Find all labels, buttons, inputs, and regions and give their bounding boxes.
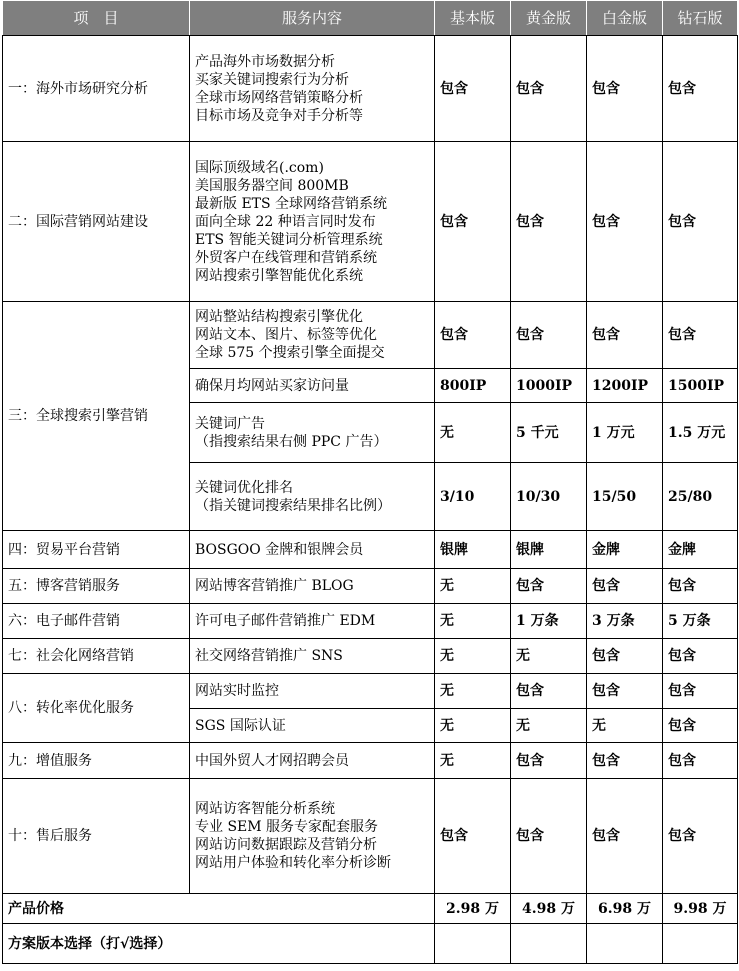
service-line: 中国外贸人才网招聘会员 — [195, 752, 349, 769]
plan-value-cell: 包含 — [587, 674, 663, 709]
service-cell — [190, 709, 435, 743]
plan-value-cell: 包含 — [435, 779, 511, 894]
service-cell — [190, 403, 435, 463]
category-cell: 六：电子邮件营销 — [3, 604, 190, 639]
service-line: 最新版 ETS 全球网络营销系统 — [195, 195, 388, 212]
header-plan-platinum: 白金版 — [587, 1, 663, 36]
price-value-cell: 6.98 万 — [587, 894, 663, 924]
service-line: 社交网络营销推广 SNS — [195, 648, 343, 664]
plan-value-cell: 无 — [435, 604, 511, 639]
service-line: 全球 575 个搜索引擎全面提交 — [195, 345, 385, 361]
service-line: 许可电子邮件营销推广 EDM — [195, 613, 376, 629]
service-cell — [190, 142, 435, 302]
service-line: 美国服务器空间 800MB — [195, 177, 349, 194]
plan-value-cell: 包含 — [587, 743, 663, 779]
plan-value-cell: 无 — [587, 709, 663, 743]
service-line: 网站搜索引擎智能优化系统 — [195, 267, 363, 284]
service-line: ETS 智能关键词分析管理系统 — [195, 231, 383, 248]
plan-value-cell: 包含 — [435, 36, 511, 142]
plan-value-cell: 无 — [435, 403, 511, 463]
plan-value-cell: 包含 — [663, 779, 738, 894]
service-line: （指搜索结果右侧 PPC 广告） — [195, 433, 388, 450]
plan-value-cell: 无 — [435, 569, 511, 604]
plan-value-cell: 1 万条 — [511, 604, 587, 639]
category-cell: 九：增值服务 — [3, 743, 190, 779]
table-row — [3, 639, 738, 674]
plan-value-cell: 包含 — [587, 142, 663, 302]
category-cell: 三：全球搜索引擎营销 — [3, 302, 190, 531]
plan-value-cell: 包含 — [663, 639, 738, 674]
plan-value-cell: 15/50 — [587, 463, 663, 531]
table-row — [3, 531, 738, 569]
plan-value-cell: 包含 — [663, 709, 738, 743]
plan-value-cell: 3 万条 — [587, 604, 663, 639]
table-row — [3, 779, 738, 894]
service-line: 确保月均网站买家访问量 — [195, 377, 349, 394]
service-cell — [190, 369, 435, 403]
plan-value-cell: 金牌 — [663, 531, 738, 569]
plan-choice-cell[interactable] — [663, 924, 738, 964]
price-value-cell: 4.98 万 — [511, 894, 587, 924]
service-cell — [190, 569, 435, 604]
plan-choice-cell[interactable] — [587, 924, 663, 964]
pricing-table — [2, 0, 738, 964]
category-cell: 四：贸易平台营销 — [3, 531, 190, 569]
plan-value-cell: 5 千元 — [511, 403, 587, 463]
service-line: 面向全球 22 种语言同时发布 — [195, 213, 376, 230]
plan-value-cell: 1500IP — [663, 369, 738, 403]
plan-value-cell: 无 — [511, 709, 587, 743]
plan-value-cell: 无 — [435, 743, 511, 779]
price-value-cell: 9.98 万 — [663, 894, 738, 924]
service-line: BOSGOO 金牌和银牌会员 — [195, 541, 364, 558]
plan-value-cell: 无 — [435, 674, 511, 709]
service-line: 关键词广告 — [195, 415, 265, 432]
plan-value-cell: 包含 — [663, 302, 738, 369]
table-body — [3, 36, 738, 964]
service-line: （指关键词搜索结果排名比例） — [195, 497, 391, 514]
category-cell: 七：社会化网络营销 — [3, 639, 190, 674]
service-line: SGS 国际认证 — [195, 717, 286, 734]
category-cell: 八：转化率优化服务 — [3, 674, 190, 743]
plan-value-cell: 包含 — [511, 674, 587, 709]
plan-value-cell: 3/10 — [435, 463, 511, 531]
service-cell — [190, 779, 435, 894]
plan-value-cell: 包含 — [663, 142, 738, 302]
plan-value-cell: 银牌 — [435, 531, 511, 569]
service-line: 外贸客户在线管理和营销系统 — [195, 249, 377, 266]
service-line: 国际顶级域名(.com) — [195, 159, 324, 176]
plan-value-cell: 无 — [435, 639, 511, 674]
service-line: 关键词优化排名 — [195, 479, 293, 496]
service-cell — [190, 639, 435, 674]
category-cell: 五：博客营销服务 — [3, 569, 190, 604]
plan-value-cell: 包含 — [511, 779, 587, 894]
plan-value-cell: 25/80 — [663, 463, 738, 531]
service-line: 网站博客营销推广 BLOG — [195, 578, 354, 594]
table-row — [3, 142, 738, 302]
plan-value-cell: 10/30 — [511, 463, 587, 531]
plan-value-cell: 包含 — [435, 142, 511, 302]
plan-value-cell: 包含 — [587, 302, 663, 369]
header-plan-diamond: 钻石版 — [663, 1, 738, 36]
price-value-cell: 2.98 万 — [435, 894, 511, 924]
choose-label: 方案版本选择（打√选择） — [3, 924, 435, 964]
plan-value-cell: 包含 — [587, 569, 663, 604]
service-line: 网站实时监控 — [195, 683, 279, 699]
table-row — [3, 743, 738, 779]
header-plan-basic: 基本版 — [435, 1, 511, 36]
category-cell: 十：售后服务 — [3, 779, 190, 894]
plan-value-cell: 5 万条 — [663, 604, 738, 639]
service-line: 网站整站结构搜索引擎优化 — [195, 309, 363, 325]
service-cell — [190, 674, 435, 709]
plan-value-cell: 无 — [435, 709, 511, 743]
table-row — [3, 36, 738, 142]
category-cell: 二：国际营销网站建设 — [3, 142, 190, 302]
header-plan-gold: 黄金版 — [511, 1, 587, 36]
service-line: 买家关键词搜索行为分析 — [195, 71, 349, 88]
service-cell — [190, 463, 435, 531]
plan-value-cell: 包含 — [587, 779, 663, 894]
plan-choice-cell[interactable] — [511, 924, 587, 964]
plan-value-cell: 1 万元 — [587, 403, 663, 463]
plan-value-cell: 包含 — [511, 302, 587, 369]
table-row — [3, 302, 738, 369]
plan-value-cell: 包含 — [511, 569, 587, 604]
plan-value-cell: 包含 — [587, 639, 663, 674]
plan-value-cell: 包含 — [663, 674, 738, 709]
price-row — [3, 894, 738, 924]
plan-value-cell: 1.5 万元 — [663, 403, 738, 463]
header-service: 服务内容 — [190, 1, 435, 36]
service-line: 网站用户体验和转化率分析诊断 — [195, 855, 391, 871]
plan-value-cell: 无 — [511, 639, 587, 674]
choose-row — [3, 924, 738, 964]
service-line: 目标市场及竞争对手分析等 — [195, 107, 363, 124]
price-label: 产品价格 — [3, 894, 435, 924]
plan-value-cell: 1200IP — [587, 369, 663, 403]
plan-value-cell: 800IP — [435, 369, 511, 403]
plan-value-cell: 包含 — [511, 36, 587, 142]
service-line: 产品海外市场数据分析 — [195, 53, 335, 70]
header-row — [3, 1, 738, 36]
service-line: 全球市场网络营销策略分析 — [195, 89, 363, 106]
header-item: 项 目 — [3, 1, 190, 36]
category-cell: 一：海外市场研究分析 — [3, 36, 190, 142]
table-row — [3, 569, 738, 604]
plan-value-cell: 包含 — [663, 569, 738, 604]
plan-choice-cell[interactable] — [435, 924, 511, 964]
service-line: 网站访客智能分析系统 — [195, 801, 335, 817]
plan-value-cell: 包含 — [511, 743, 587, 779]
service-line: 专业 SEM 服务专家配套服务 — [195, 819, 379, 835]
plan-value-cell: 银牌 — [511, 531, 587, 569]
plan-value-cell: 包含 — [435, 302, 511, 369]
table-row — [3, 604, 738, 639]
service-cell — [190, 531, 435, 569]
service-line: 网站文本、图片、标签等优化 — [195, 327, 377, 343]
service-line: 网站访问数据跟踪及营销分析 — [195, 837, 377, 853]
plan-value-cell: 包含 — [663, 36, 738, 142]
table-row — [3, 674, 738, 709]
service-cell — [190, 36, 435, 142]
plan-value-cell: 金牌 — [587, 531, 663, 569]
plan-value-cell: 包含 — [511, 142, 587, 302]
service-cell — [190, 743, 435, 779]
service-cell — [190, 604, 435, 639]
plan-value-cell: 包含 — [587, 36, 663, 142]
plan-value-cell: 1000IP — [511, 369, 587, 403]
plan-value-cell: 包含 — [663, 743, 738, 779]
service-cell — [190, 302, 435, 369]
